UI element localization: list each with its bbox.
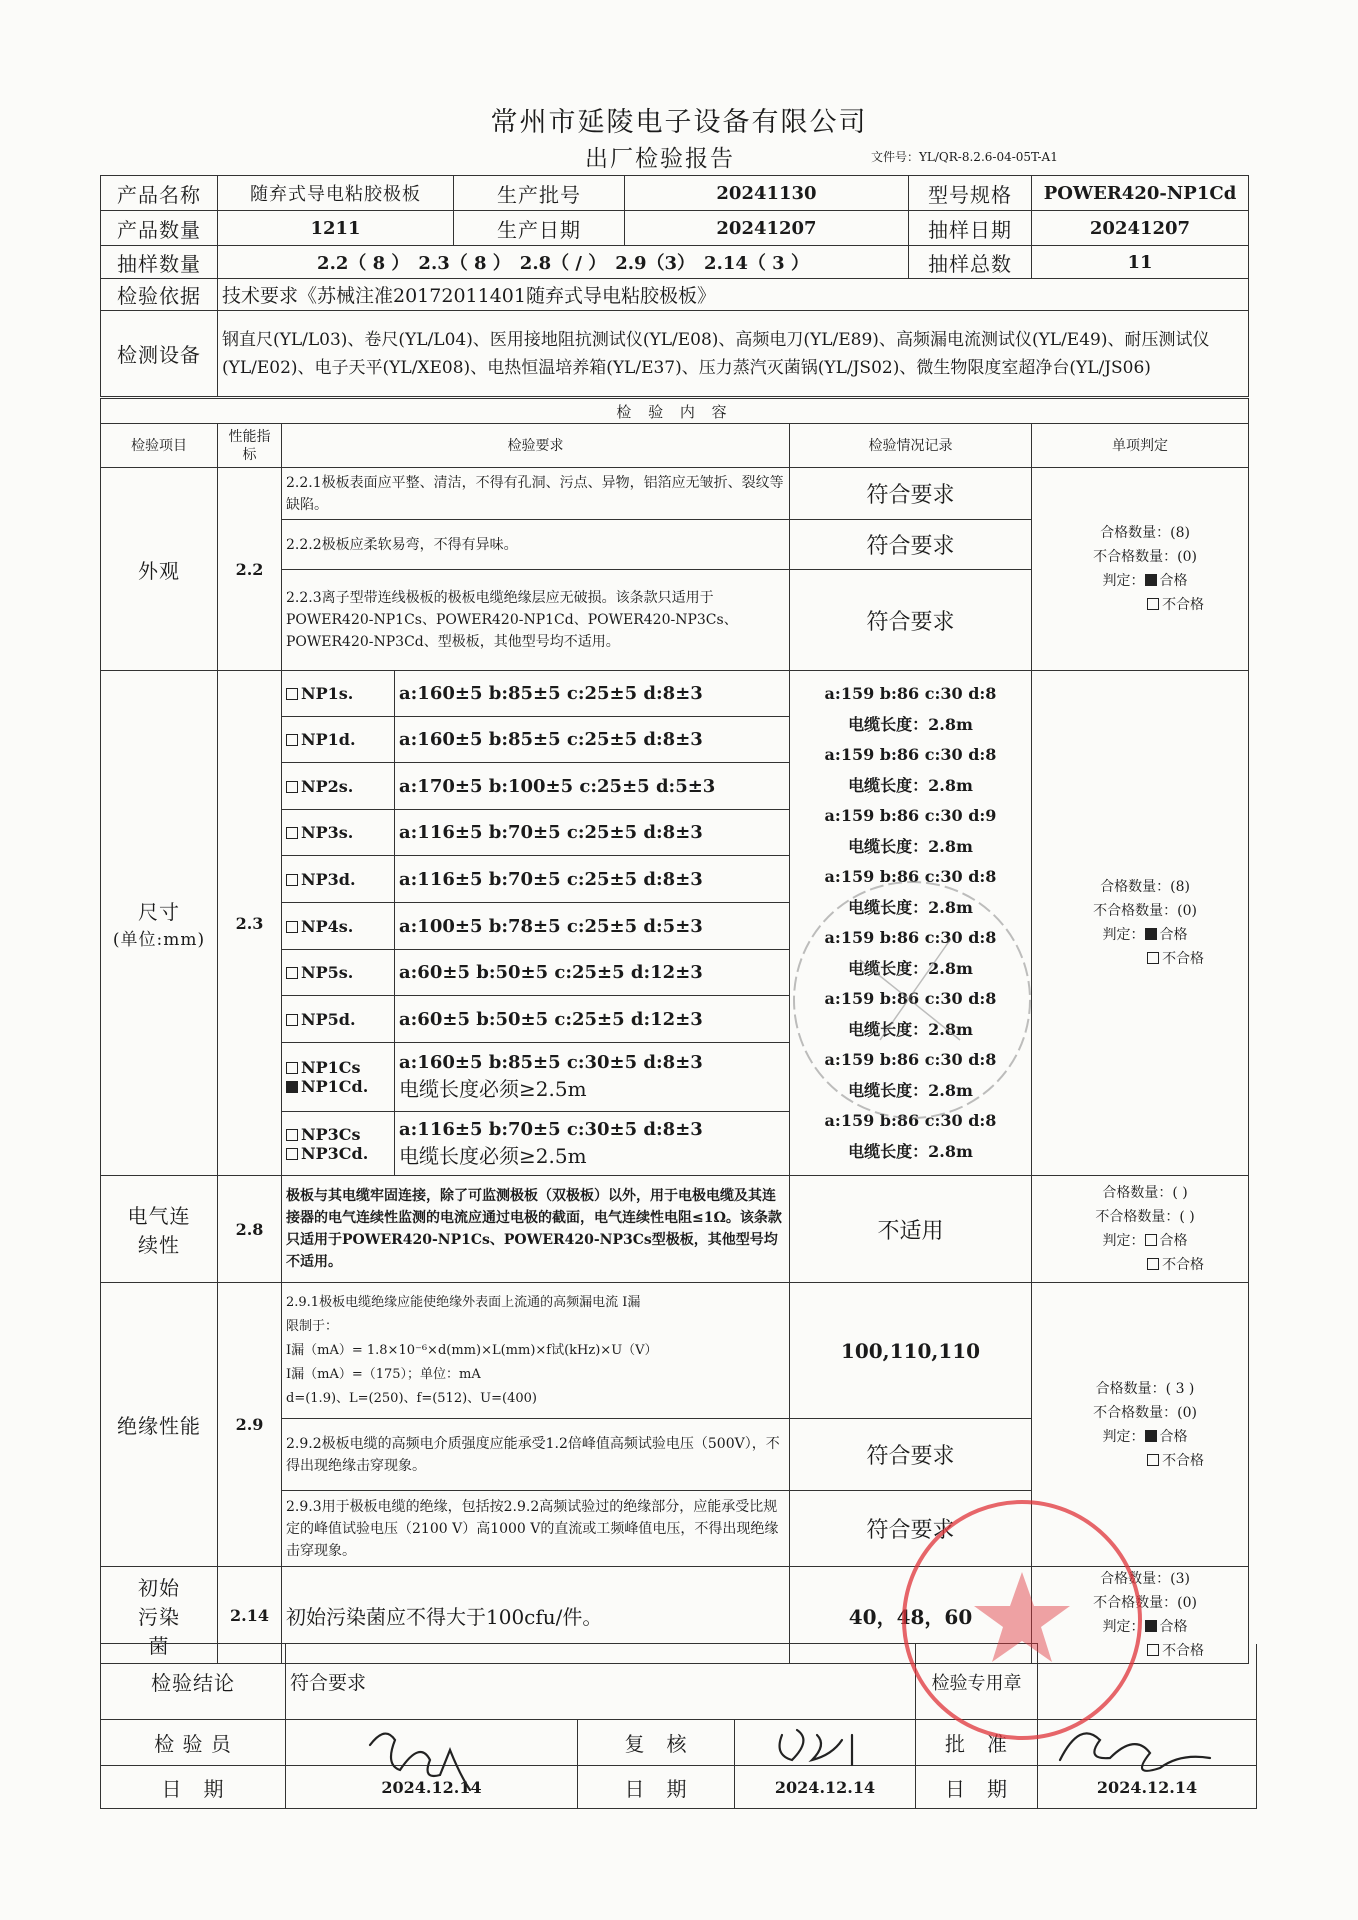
sample-qty-label: 抽样数量 bbox=[101, 246, 218, 279]
req-2-9-1-line: I漏（mA）= 1.8×10⁻⁶×d(mm)×L(mm)×f试(kHz)×U（V） bbox=[286, 1342, 658, 1358]
approve-label: 批 准 bbox=[916, 1720, 1038, 1766]
fail-option: 不合格 bbox=[1162, 951, 1205, 967]
appearance-index: 2.2 bbox=[218, 468, 282, 671]
review-date: 2024.12.14 bbox=[735, 1766, 916, 1809]
verdict-pass[interactable] bbox=[1036, 1229, 1244, 1253]
judge-size bbox=[1032, 671, 1249, 1176]
model-name: NP1Cs bbox=[301, 1058, 361, 1077]
model-name: NP1Cd. bbox=[301, 1077, 369, 1096]
spec-dims: a:60±5 b:50±5 c:25±5 d:12±3 bbox=[399, 1008, 703, 1030]
header-judgement: 单项判定 bbox=[1032, 424, 1249, 468]
quantity-label: 产品数量 bbox=[101, 211, 218, 246]
model-option[interactable] bbox=[286, 730, 390, 749]
approve-date: 2024.12.14 bbox=[1038, 1766, 1257, 1809]
checkbox[interactable] bbox=[1145, 1620, 1157, 1632]
model-option[interactable] bbox=[286, 684, 390, 703]
record-dims: a:159 b:86 c:30 d:8 bbox=[824, 1111, 997, 1130]
record-dims: a:159 b:86 c:30 d:9 bbox=[824, 806, 997, 825]
stamp-area bbox=[1038, 1644, 1257, 1720]
record-cable: 电缆长度：2.8m bbox=[848, 1080, 973, 1100]
record-2-8: 不适用 bbox=[790, 1176, 1032, 1283]
inspector-signature bbox=[286, 1720, 578, 1766]
checkbox[interactable] bbox=[1147, 1454, 1159, 1466]
measurement-record bbox=[794, 740, 1027, 801]
checkbox[interactable] bbox=[286, 921, 298, 933]
record-2-2-2: 符合要求 bbox=[790, 520, 1032, 570]
checkbox[interactable] bbox=[1147, 1258, 1159, 1270]
verdict-pass[interactable] bbox=[1036, 923, 1244, 947]
req-2-2-2: 2.2.2极板应柔软易弯，不得有异味。 bbox=[282, 520, 790, 570]
record-2-2-3: 符合要求 bbox=[790, 570, 1032, 671]
model-name: NP1d. bbox=[301, 730, 356, 749]
checkbox[interactable] bbox=[286, 734, 298, 746]
bioburden-item: 初始污染菌 bbox=[101, 1567, 218, 1664]
verdict-label: 判定： bbox=[1102, 1619, 1145, 1635]
approve-signature bbox=[1038, 1720, 1257, 1766]
spec-cable: 电缆长度必须≥2.5m bbox=[399, 1143, 587, 1168]
model-cell bbox=[282, 950, 395, 996]
measurement-record bbox=[794, 1045, 1027, 1106]
record-dims: a:159 b:86 c:30 d:8 bbox=[824, 1050, 997, 1069]
pass-option: 合格 bbox=[1159, 1428, 1188, 1445]
record-cable: 电缆长度：2.8m bbox=[848, 714, 973, 734]
inspection-table bbox=[100, 398, 1249, 1664]
req-2-9-1-line: 限制于： bbox=[286, 1318, 339, 1334]
model-option[interactable] bbox=[286, 1077, 390, 1096]
model-option[interactable] bbox=[286, 823, 390, 842]
req-2-2-1: 2.2.1极板表面应平整、清洁，不得有孔洞、污点、异物，铝箔应无皱折、裂纹等缺陷。 bbox=[282, 468, 790, 520]
req-2-2-3: 2.2.3离子型带连线极板的极板电缆绝缘层应无破损。该条款只适用于POWER420-NP1Cs、POWER420-NP1Cd、POWER420-NP3Cs、POWER420-NP3Cd、型极板，其他型号均不适用。 bbox=[282, 570, 790, 671]
pass-option: 合格 bbox=[1159, 1619, 1188, 1635]
sample-total: 11 bbox=[1032, 246, 1249, 279]
report-title: 出厂检验报告 bbox=[585, 146, 735, 172]
model-name: NP5d. bbox=[301, 1009, 356, 1029]
model-option[interactable] bbox=[286, 1058, 390, 1077]
model-cell bbox=[282, 996, 395, 1043]
product-name: 随弃式导电粘胶极板 bbox=[218, 176, 454, 211]
quantity-value: 1211 bbox=[218, 211, 454, 246]
record-cable: 电缆长度：2.8m bbox=[848, 958, 973, 978]
checkbox[interactable] bbox=[286, 781, 298, 793]
spec-dims: a:170±5 b:100±5 c:25±5 d:5±3 bbox=[399, 775, 716, 797]
req-2-14: 初始污染菌应不得大于100cfu/件。 bbox=[282, 1567, 790, 1664]
checkbox[interactable] bbox=[286, 1129, 298, 1141]
req-2-9-2: 2.9.2极板电缆的高频电介质强度应能承受1.2倍峰值高频试验电压（500V），不得出现绝缘击穿现象。 bbox=[282, 1419, 790, 1491]
verdict-pass[interactable] bbox=[1036, 1425, 1244, 1449]
model-value: POWER420-NP1Cd bbox=[1032, 176, 1249, 211]
measurement-record bbox=[794, 923, 1027, 984]
size-item bbox=[101, 671, 218, 1176]
model-option[interactable] bbox=[286, 1144, 390, 1163]
verdict-fail[interactable] bbox=[1036, 947, 1244, 971]
verdict-fail[interactable] bbox=[1036, 1449, 1244, 1473]
fail-count: 不合格数量：(0) bbox=[1093, 903, 1197, 919]
equipment-list: 钢直尺(YL/L03)、卷尺(YL/L04)、医用接地阻抗测试仪(YL/E08)、高频电刀(YL/E89)、高频漏电流测试仪(YL/E49)、耐压测试仪(YL/E02)、电子天平(YL/XE08)、电热恒温培养箱(YL/E37)、压力蒸汽灭菌锅(YL/JS02)、微生物限度室超净台(YL/JS06) bbox=[218, 311, 1249, 397]
record-2-14: 40，48，60 bbox=[790, 1567, 1032, 1664]
header-item: 检验项目 bbox=[101, 424, 218, 468]
record-2-2-1: 符合要求 bbox=[790, 468, 1032, 520]
fail-option: 不合格 bbox=[1162, 597, 1205, 613]
spec-dims: a:116±5 b:70±5 c:25±5 d:8±3 bbox=[399, 868, 703, 890]
record-dims: a:159 b:86 c:30 d:8 bbox=[824, 867, 997, 886]
signoff-table bbox=[100, 1643, 1257, 1809]
verdict-label: 判定： bbox=[1102, 1233, 1145, 1249]
verdict-label: 判定： bbox=[1102, 927, 1145, 943]
date-label: 日 期 bbox=[578, 1766, 735, 1809]
model-cell bbox=[282, 717, 395, 763]
inspector-label: 检 验 员 bbox=[101, 1720, 286, 1766]
record-dims: a:159 b:86 c:30 d:8 bbox=[824, 684, 997, 703]
req-2-9-3: 2.9.3用于极板电缆的绝缘，包括按2.9.2高频试验过的绝缘部分，应能承受比规定的峰值试验电压（2100 V）高1000 V的直流或工频峰值电压，不得出现绝缘击穿现象。 bbox=[282, 1491, 790, 1567]
model-spec bbox=[395, 903, 790, 950]
verdict-label: 判定： bbox=[1102, 573, 1145, 589]
model-spec bbox=[395, 1043, 790, 1112]
conclusion-label: 检验结论 bbox=[101, 1644, 286, 1720]
record-dims: a:159 b:86 c:30 d:8 bbox=[824, 928, 997, 947]
fail-option: 不合格 bbox=[1162, 1643, 1205, 1659]
measurement-record bbox=[794, 679, 1027, 740]
model-cell bbox=[282, 671, 395, 717]
pass-count: 合格数量：(3) bbox=[1100, 1571, 1190, 1587]
req-2-9-1-line: 2.9.1极板电缆绝缘应能使绝缘外表面上流通的高频漏电流 I漏 bbox=[286, 1294, 641, 1310]
model-name: NP3d. bbox=[301, 869, 356, 889]
model-option[interactable] bbox=[286, 917, 390, 936]
checkbox[interactable] bbox=[1145, 928, 1157, 940]
model-name: NP4s. bbox=[301, 916, 354, 936]
checkbox[interactable] bbox=[1147, 598, 1159, 610]
fail-count: 不合格数量：(0) bbox=[1093, 1595, 1197, 1611]
checkbox[interactable] bbox=[286, 1014, 298, 1026]
section-title: 检 验 内 容 bbox=[101, 399, 1249, 424]
pass-option: 合格 bbox=[1159, 573, 1188, 589]
record-cable: 电缆长度：2.8m bbox=[848, 836, 973, 856]
pass-option: 合格 bbox=[1159, 927, 1188, 943]
req-2-8: 极板与其电缆牢固连接，除了可监测极板（双极板）以外，用于电极电缆及其连接器的电气连续性监测的电流应通过电极的截面，电气连续性电阻≤1Ω。该条款只适用于POWER420-NP1Cs、POWER420-NP3Cs型极板，其他型号均不适用。 bbox=[282, 1176, 790, 1283]
sample-total-label: 抽样总数 bbox=[909, 246, 1032, 279]
date-label: 日 期 bbox=[916, 1766, 1038, 1809]
measurement-record bbox=[794, 801, 1027, 862]
spec-dims: a:100±5 b:78±5 c:25±5 d:5±3 bbox=[399, 915, 703, 937]
appearance-item: 外观 bbox=[101, 468, 218, 671]
fail-count: 不合格数量：( ) bbox=[1095, 1209, 1195, 1225]
spec-cable: 电缆长度必须≥2.5m bbox=[399, 1077, 587, 1101]
pass-option: 合格 bbox=[1159, 1233, 1188, 1249]
model-option[interactable] bbox=[286, 963, 390, 982]
req-2-9-1-line: d=(1.9)、L=(250)、f=(512)、U=(400) bbox=[286, 1390, 537, 1406]
model-spec bbox=[395, 810, 790, 856]
basis-label: 检验依据 bbox=[101, 279, 218, 311]
fail-count: 不合格数量：(0) bbox=[1093, 1404, 1197, 1421]
checkbox[interactable] bbox=[286, 1081, 298, 1093]
record-cable: 电缆长度：2.8m bbox=[848, 897, 973, 917]
pass-count: 合格数量：(8) bbox=[1100, 525, 1190, 541]
record-cable: 电缆长度：2.8m bbox=[848, 1141, 973, 1161]
continuity-index: 2.8 bbox=[218, 1176, 282, 1283]
record-2-9-2: 符合要求 bbox=[790, 1419, 1032, 1491]
spec-dims: a:160±5 b:85±5 c:25±5 d:8±3 bbox=[399, 683, 703, 704]
record-dims: a:159 b:86 c:30 d:8 bbox=[824, 989, 997, 1008]
review-label: 复 核 bbox=[578, 1720, 735, 1766]
inspector-date: 2024.12.14 bbox=[286, 1766, 578, 1809]
review-signature bbox=[735, 1720, 916, 1766]
stamp-label: 检验专用章 bbox=[916, 1644, 1038, 1720]
model-spec bbox=[395, 763, 790, 810]
checkbox[interactable] bbox=[286, 1148, 298, 1160]
judge-insulation bbox=[1032, 1283, 1249, 1567]
insulation-item: 绝缘性能 bbox=[101, 1283, 218, 1567]
spec-dims: a:60±5 b:50±5 c:25±5 d:12±3 bbox=[399, 962, 703, 983]
date-label: 日 期 bbox=[101, 1766, 286, 1809]
checkbox[interactable] bbox=[286, 967, 298, 979]
company-name: 常州市延陵电子设备有限公司 bbox=[490, 107, 868, 138]
judge-continuity bbox=[1032, 1176, 1249, 1283]
conclusion-value: 符合要求 bbox=[286, 1644, 916, 1720]
equipment-label: 检测设备 bbox=[101, 311, 218, 397]
fail-count: 不合格数量：(0) bbox=[1093, 549, 1197, 565]
model-name: NP3Cd. bbox=[301, 1143, 369, 1163]
insulation-index: 2.9 bbox=[218, 1283, 282, 1567]
model-spec bbox=[395, 1112, 790, 1176]
measurement-record bbox=[794, 1106, 1027, 1167]
model-cell bbox=[282, 1043, 395, 1112]
model-cell bbox=[282, 1112, 395, 1176]
checkbox[interactable] bbox=[286, 874, 298, 886]
basis-value: 技术要求《苏械注准20172011401随弃式导电粘胶极板》 bbox=[218, 279, 1249, 311]
size-index: 2.3 bbox=[218, 671, 282, 1176]
sample-qty: 2.2（ 8 ） 2.3（ 8 ） 2.8（ / ） 2.9（3） 2.14（ 3 ） bbox=[218, 246, 909, 279]
product-info-table bbox=[100, 175, 1249, 397]
spec-dims: a:160±5 b:85±5 c:30±5 d:8±3 bbox=[399, 1052, 703, 1073]
model-name: NP5s. bbox=[301, 963, 354, 982]
model-cell bbox=[282, 856, 395, 903]
size-records bbox=[790, 671, 1032, 1176]
model-name: NP2s. bbox=[301, 776, 354, 796]
record-cable: 电缆长度：2.8m bbox=[848, 775, 973, 795]
req-2-9-1 bbox=[282, 1283, 790, 1419]
model-name: NP3s. bbox=[301, 823, 354, 842]
pass-count: 合格数量：( ) bbox=[1102, 1185, 1188, 1201]
prod-date: 20241207 bbox=[625, 211, 909, 246]
model-option[interactable] bbox=[286, 870, 390, 889]
checkbox[interactable] bbox=[1145, 574, 1157, 586]
header-requirement: 检验要求 bbox=[282, 424, 790, 468]
model-cell bbox=[282, 763, 395, 810]
document-number: 文件号：YL/QR-8.2.6-04-05T-A1 bbox=[871, 150, 1058, 164]
model-option[interactable] bbox=[286, 1010, 390, 1029]
record-2-9-3: 符合要求 bbox=[790, 1491, 1032, 1567]
model-cell bbox=[282, 810, 395, 856]
batch-number: 20241130 bbox=[625, 176, 909, 211]
checkbox[interactable] bbox=[1145, 1234, 1157, 1246]
fail-option: 不合格 bbox=[1162, 1257, 1205, 1273]
measurement-record bbox=[794, 984, 1027, 1045]
req-2-9-1-line: I漏（mA）=（175）；单位：mA bbox=[286, 1366, 481, 1382]
model-name: NP1s. bbox=[301, 684, 354, 703]
spec-dims: a:160±5 b:85±5 c:25±5 d:8±3 bbox=[399, 729, 703, 750]
model-cell bbox=[282, 903, 395, 950]
model-spec bbox=[395, 950, 790, 996]
size-unit: (单位:mm) bbox=[112, 930, 206, 950]
product-name-label: 产品名称 bbox=[101, 176, 218, 211]
size-item-label: 尺寸 bbox=[138, 900, 180, 924]
sample-date: 20241207 bbox=[1032, 211, 1249, 246]
judge-appearance bbox=[1032, 468, 1249, 671]
spec-dims: a:116±5 b:70±5 c:25±5 d:8±3 bbox=[399, 822, 703, 843]
checkbox[interactable] bbox=[286, 688, 298, 700]
verdict-pass[interactable] bbox=[1036, 1615, 1244, 1639]
pass-count: 合格数量：( 3 ) bbox=[1095, 1380, 1195, 1397]
record-cable: 电缆长度：2.8m bbox=[848, 1019, 973, 1039]
verdict-pass[interactable] bbox=[1036, 569, 1244, 593]
header-record: 检验情况记录 bbox=[790, 424, 1032, 468]
verdict-fail[interactable] bbox=[1036, 1253, 1244, 1277]
checkbox[interactable] bbox=[286, 827, 298, 839]
model-option[interactable] bbox=[286, 777, 390, 796]
batch-label: 生产批号 bbox=[454, 176, 625, 211]
checkbox[interactable] bbox=[286, 1062, 298, 1074]
record-dims: a:159 b:86 c:30 d:8 bbox=[824, 745, 997, 764]
model-spec bbox=[395, 671, 790, 717]
bioburden-index: 2.14 bbox=[218, 1567, 282, 1664]
record-2-9-1: 100,110,110 bbox=[790, 1283, 1032, 1419]
prod-date-label: 生产日期 bbox=[454, 211, 625, 246]
header-index: 性能指标 bbox=[218, 424, 282, 468]
measurement-record bbox=[794, 862, 1027, 923]
continuity-item: 电气连续性 bbox=[101, 1176, 218, 1283]
verdict-fail[interactable] bbox=[1036, 593, 1244, 617]
sample-date-label: 抽样日期 bbox=[909, 211, 1032, 246]
verdict-label: 判定： bbox=[1102, 1428, 1145, 1445]
model-label: 型号规格 bbox=[909, 176, 1032, 211]
fail-option: 不合格 bbox=[1162, 1452, 1205, 1469]
model-name: NP3Cs bbox=[301, 1124, 361, 1144]
pass-count: 合格数量：(8) bbox=[1100, 879, 1190, 895]
model-spec bbox=[395, 996, 790, 1043]
checkbox[interactable] bbox=[1145, 1430, 1157, 1442]
model-option[interactable] bbox=[286, 1125, 390, 1144]
checkbox[interactable] bbox=[1147, 952, 1159, 964]
spec-dims: a:116±5 b:70±5 c:30±5 d:8±3 bbox=[399, 1118, 703, 1140]
model-spec bbox=[395, 717, 790, 763]
model-spec bbox=[395, 856, 790, 903]
